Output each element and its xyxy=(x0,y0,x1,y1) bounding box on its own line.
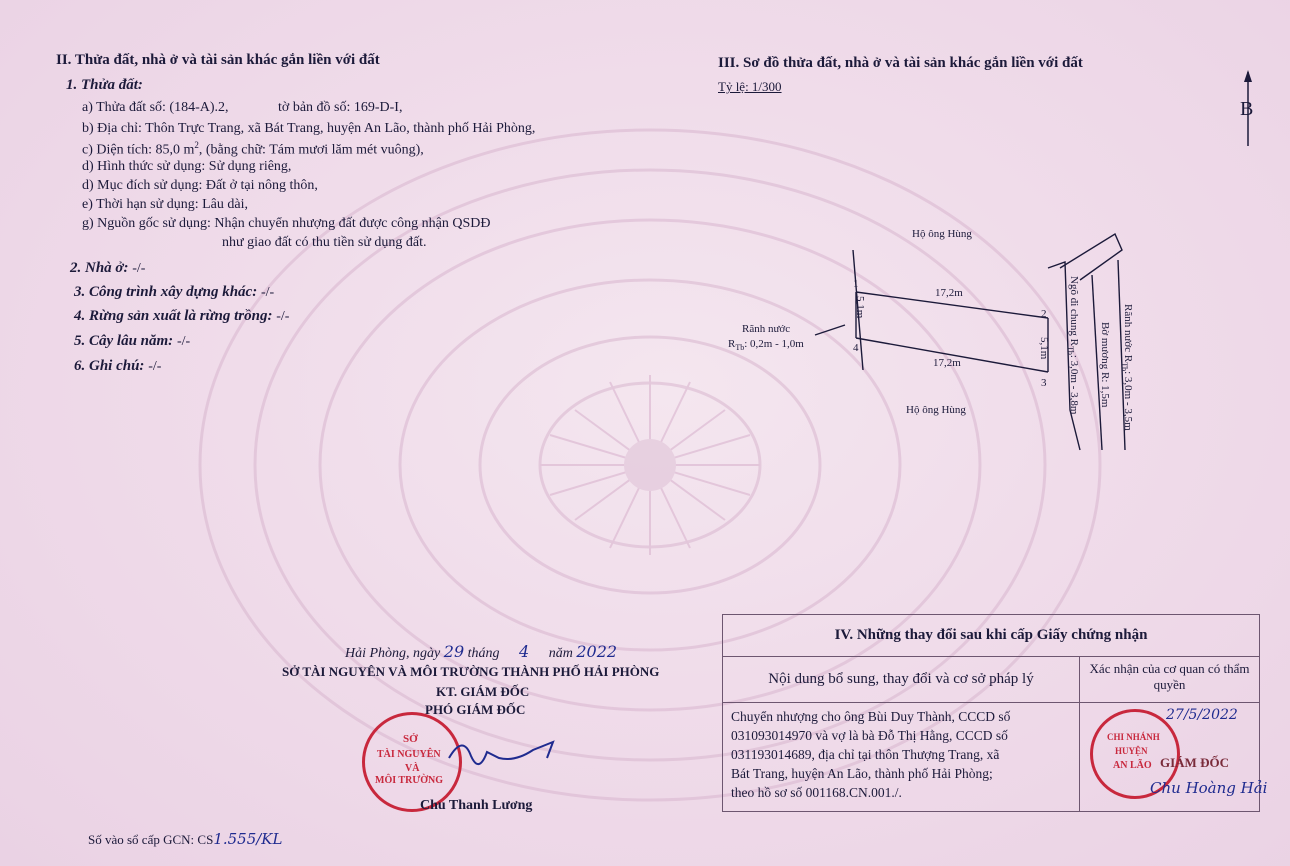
stamp1-bottom: MÔI TRƯỜNG xyxy=(375,775,444,786)
column-confirm-header: Xác nhận của cơ quan có thẩm quyền xyxy=(1080,657,1260,703)
registry-label: Số vào sổ cấp GCN: CS xyxy=(88,832,214,847)
road-label xyxy=(1066,276,1080,414)
map-sheet-number: tờ bản đồ số: 169-D-I, xyxy=(278,100,403,115)
road-text: Ngõ đi chung R xyxy=(1068,276,1080,346)
other-construction-value: -/- xyxy=(260,285,275,300)
stamp1-mid: TÀI NGUYÊN xyxy=(377,749,441,760)
area-unit-sup: 2 xyxy=(194,140,199,150)
issuing-agency: SỞ TÀI NGUYÊN VÀ MÔI TRƯỜNG THÀNH PHỐ HẢI PHÒNG xyxy=(282,664,660,679)
ditch2-text: Rãnh nước R xyxy=(1122,304,1134,363)
plot-number-label: a) Thửa đất số: xyxy=(82,100,166,115)
stamp1-top: SỞ xyxy=(403,733,418,745)
usage-purpose-row: d) Mục đích sử dụng: Đất ở tại nông thôn, xyxy=(82,178,318,193)
ditch-label: Rãnh nước xyxy=(742,323,791,335)
point-2: 2 xyxy=(1041,308,1047,320)
ditch-width-r: R xyxy=(728,338,736,350)
north-letter: B xyxy=(1240,98,1254,120)
signing-day: 29 xyxy=(443,642,465,661)
ditch-width xyxy=(728,338,804,352)
change-content-line2: 031093014970 và vợ là bà Đỗ Thị Hằng, CCCD số xyxy=(731,728,1008,743)
signing-month: 4 xyxy=(519,642,530,661)
kt-director: KT. GIÁM ĐỐC xyxy=(436,684,530,699)
edge-left-length: 5,1m xyxy=(854,296,866,319)
usage-term-row: e) Thời hạn sử dụng: Lâu dài, xyxy=(82,197,248,212)
signing-month-label: tháng xyxy=(467,646,500,661)
perennial-label: 5. Cây lâu năm: xyxy=(74,333,174,349)
change-content-cell xyxy=(723,703,1080,812)
other-construction-row xyxy=(74,284,274,301)
notes-row xyxy=(74,358,161,375)
ditch-width-sub: Tb xyxy=(735,343,745,353)
signing-year-label: năm xyxy=(548,646,573,661)
confirm-signer: Chu Hoàng Hải xyxy=(1150,779,1268,797)
plot-number-row xyxy=(82,100,402,116)
section3-title: III. Sơ đồ thửa đất, nhà ở và tài sản khác gắn liền với đất xyxy=(718,55,1083,71)
notes-label: 6. Ghi chú: xyxy=(74,358,145,374)
column-content-header: Nội dung bổ sung, thay đổi và cơ sở pháp lý xyxy=(723,657,1080,703)
confirm-date: 27/5/2022 xyxy=(1166,707,1238,723)
address-row: b) Địa chỉ: Thôn Trực Trang, xã Bát Trang, huyện An Lão, thành phố Hải Phòng, xyxy=(82,121,536,136)
confirm-title: GIÁM ĐỐC xyxy=(1160,755,1229,770)
forest-value: -/- xyxy=(276,309,290,324)
house-value: -/- xyxy=(132,261,146,276)
change-content-line5: theo hồ sơ số 001168.CN.001./. xyxy=(731,785,902,800)
point-1: 1 xyxy=(853,278,859,290)
plot-number-value: (184-A).2, xyxy=(169,100,229,115)
change-content-line4: Bát Trang, huyện An Lão, thành phố Hải Phòng; xyxy=(731,766,993,781)
other-construction-label: 3. Công trình xây dựng khác: xyxy=(74,284,258,300)
section2-title: II. Thửa đất, nhà ở và tài sản khác gắn liền với đất xyxy=(56,52,380,68)
signing-date xyxy=(345,642,617,662)
signing-place: Hải Phòng, ngày xyxy=(345,646,441,661)
deputy-director: PHÓ GIÁM ĐỐC xyxy=(425,702,526,717)
neighbor-bottom-label: Hộ ông Hùng xyxy=(906,404,966,416)
ditch2-sub: Tb xyxy=(1119,362,1129,372)
forest-row xyxy=(74,308,289,325)
perennial-row xyxy=(74,333,190,350)
changes-table xyxy=(722,614,1268,812)
signing-year: 2022 xyxy=(576,642,618,661)
point-4: 4 xyxy=(853,342,859,354)
registry-value: 1.555/KL xyxy=(213,830,283,848)
road-value: : 3,0m - 3,8m xyxy=(1068,354,1080,415)
edge-top-length: 17,2m xyxy=(935,287,963,299)
edge-right-length: 5,1m xyxy=(1038,337,1050,360)
change-content-line1: Chuyển nhượng cho ông Bùi Duy Thành, CCCD số xyxy=(731,709,1011,724)
signer-name: Chu Thanh Lương xyxy=(420,798,533,813)
origin-row-cont: như giao đất có thu tiền sử dụng đất. xyxy=(222,235,427,250)
area-words: , (bằng chữ: Tám mươi lăm mét vuông), xyxy=(198,142,424,158)
usage-form-row: d) Hình thức sử dụng: Sử dụng riêng, xyxy=(82,159,292,174)
confirm-cell xyxy=(1080,703,1268,812)
land-plot-heading: 1. Thửa đất: xyxy=(66,77,143,93)
change-content-line3: 031193014689, địa chỉ tại thôn Thượng Trang, xã xyxy=(731,747,1000,762)
section4-title: IV. Những thay đổi sau khi cấp Giấy chứng nhận xyxy=(723,615,1260,657)
edge-bottom-length: 17,2m xyxy=(933,357,961,369)
road-sub: Tb xyxy=(1065,345,1075,355)
deputy-signature xyxy=(445,728,560,783)
house-row xyxy=(70,260,145,277)
ditch2-label xyxy=(1120,304,1134,431)
scale: Tỷ lệ: 1/300 xyxy=(718,79,782,94)
stamp2-mid: HUYỆN xyxy=(1115,746,1148,756)
stamp2-top: CHI NHÁNH xyxy=(1107,732,1160,742)
house-label: 2. Nhà ở: xyxy=(70,260,129,276)
bank-label: Bờ mương R: 1,5m xyxy=(1099,322,1111,408)
ditch-width-value: : 0,2m - 1,0m xyxy=(744,338,804,350)
notes-value: -/- xyxy=(148,359,162,374)
perennial-value: -/- xyxy=(176,334,191,349)
registry-number xyxy=(88,830,282,848)
stamp2-bottom: AN LÃO xyxy=(1113,760,1152,771)
stamp1-mid2: VÀ xyxy=(405,763,420,774)
neighbor-top-label: Hộ ông Hùng xyxy=(912,228,972,240)
point-3: 3 xyxy=(1041,377,1047,389)
origin-row: g) Nguồn gốc sử dụng: Nhận chuyển nhượng đất được công nhận QSDĐ xyxy=(82,216,491,231)
area-row xyxy=(82,140,424,159)
area-text: c) Diện tích: 85,0 m xyxy=(82,142,195,158)
ditch2-value: : 3,0m - 3,5m xyxy=(1122,371,1134,431)
forest-label: 4. Rừng sản xuất là rừng trồng: xyxy=(74,308,273,324)
